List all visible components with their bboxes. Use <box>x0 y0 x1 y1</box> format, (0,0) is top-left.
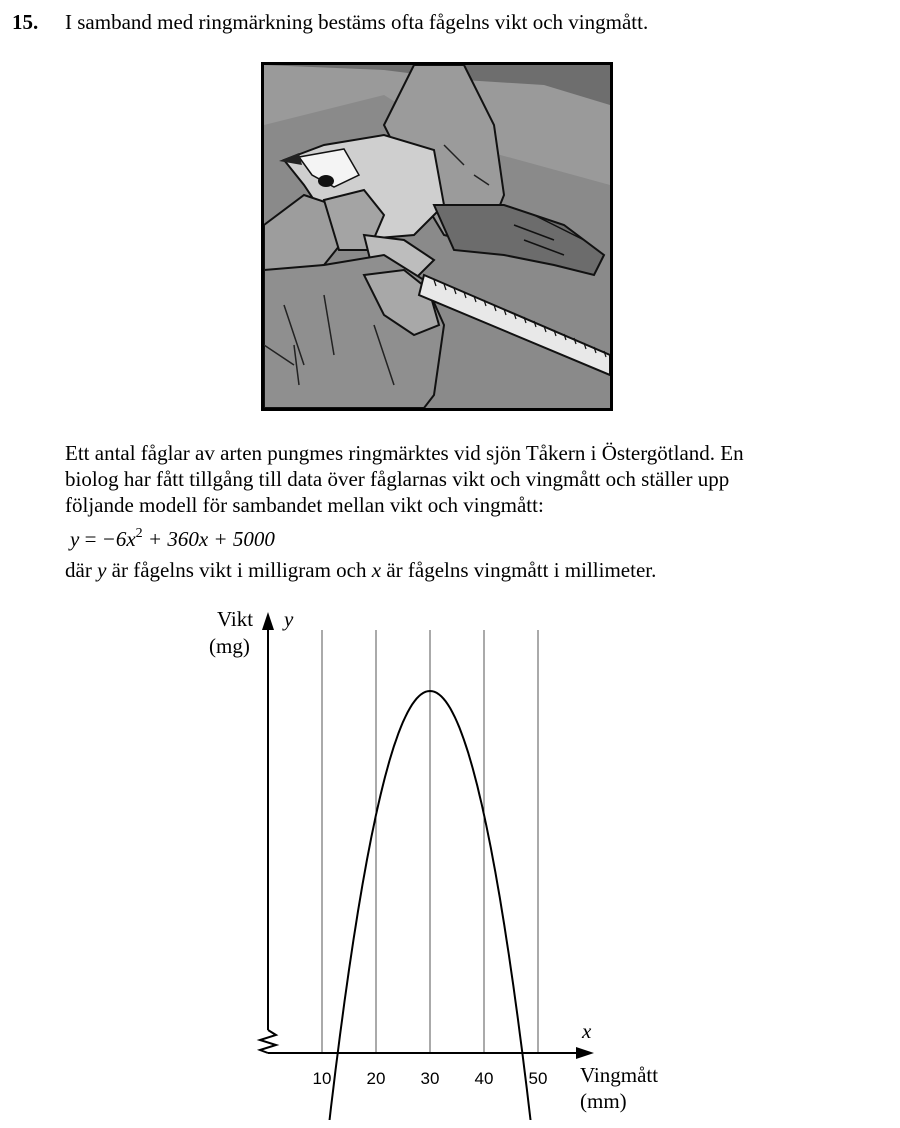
illustration-svg <box>264 65 610 408</box>
equation-exponent: 2 <box>135 526 143 541</box>
bird-ringing-illustration <box>261 62 613 411</box>
y-axis-label-line2: (mg) <box>209 634 250 658</box>
where-text: där <box>65 558 98 582</box>
where-text: är fågelns vingmått i millimeter. <box>381 558 657 582</box>
y-variable: y <box>284 607 294 631</box>
x-tick-label-10: 10 <box>312 1069 332 1088</box>
y-axis-arrow <box>262 612 274 630</box>
where-var-x: x <box>371 558 382 582</box>
y-axis-label-line1: Vikt <box>217 607 254 631</box>
x-tick-label-40: 40 <box>474 1069 494 1088</box>
x-axis-label-line2: (mm) <box>580 1089 627 1113</box>
x-tick-label-50: 50 <box>528 1069 548 1088</box>
variable-definition <box>65 558 656 583</box>
model-equation <box>70 527 275 552</box>
gridlines <box>322 630 538 1053</box>
x-tick-labels <box>313 1069 548 1088</box>
paragraph-line: Ett antal fåglar av arten pungmes ringmärktes vid sjön Tåkern i Östergötland. En <box>65 441 744 465</box>
where-text: är fågelns vikt i milligram och <box>106 558 372 582</box>
question-number: 15. <box>12 10 39 34</box>
x-tick-label-20: 20 <box>366 1069 386 1088</box>
x-axis-label-line1: Vingmått <box>580 1063 659 1087</box>
paragraph-line: följande modell för sambandet mellan vikt och vingmått: <box>65 493 544 517</box>
equation-term1: −6x <box>101 527 136 551</box>
equation-lhs: y <box>70 527 80 551</box>
equation-rest: + 360x + 5000 <box>142 527 275 551</box>
x-axis-arrow <box>576 1047 594 1059</box>
axes <box>260 612 594 1059</box>
x-variable: x <box>582 1019 592 1043</box>
where-var-y: y <box>97 558 107 582</box>
y-axis-break <box>260 1030 276 1053</box>
equation-equals: = <box>79 527 102 551</box>
x-tick-label-30: 30 <box>420 1069 440 1088</box>
question-intro: I samband med ringmärkning bestäms ofta fågelns vikt och vingmått. <box>65 10 649 34</box>
paragraph-line: biolog har fått tillgång till data över fåglarnas vikt och vingmått och ställer upp <box>65 467 730 491</box>
parabola-chart <box>200 600 700 1120</box>
chart-svg <box>200 600 700 1120</box>
problem-paragraph <box>65 440 825 518</box>
